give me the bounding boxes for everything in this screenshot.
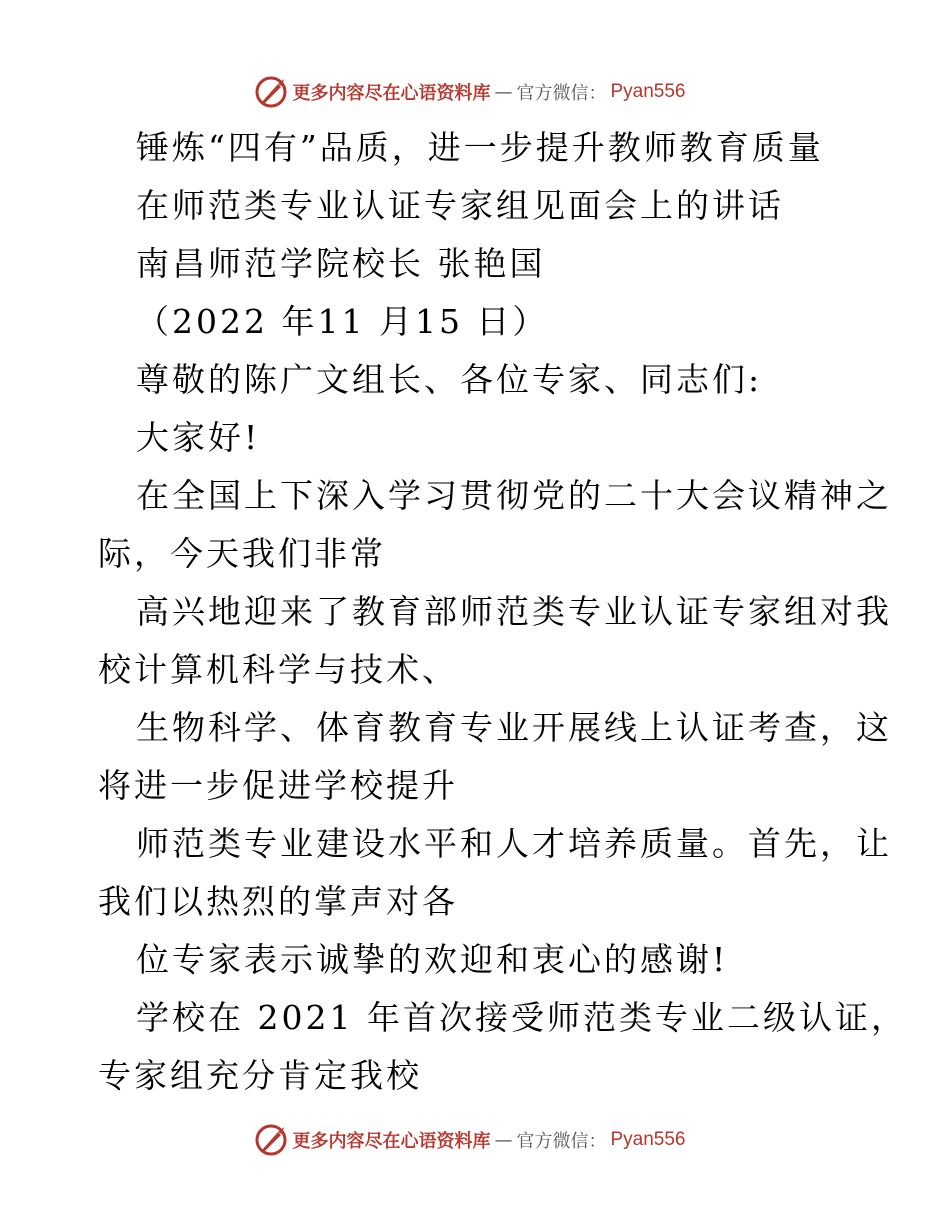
paragraph-line: 我们以热烈的掌声对各: [98, 882, 458, 921]
paragraph-line: 高兴地迎来了教育部师范类专业认证专家组对我: [136, 592, 892, 631]
watermark-separator: —: [494, 1129, 513, 1151]
watermark-content: [254, 1123, 685, 1157]
salutation: 尊敬的陈广文组长、各位专家、同志们:: [136, 360, 763, 399]
paragraph-line: 校计算机科学与技术、: [98, 650, 458, 689]
watermark-separator: —: [494, 81, 513, 103]
paragraph-line: 际，今天我们非常: [98, 534, 386, 573]
document-author: 南昌师范学院校长 张艳国: [136, 244, 546, 283]
paragraph-line: 学校在 2021 年首次接受师范类专业二级认证，: [136, 998, 907, 1037]
quill-logo-icon: [254, 75, 288, 109]
watermark-content: [254, 75, 685, 109]
watermark-wechat-label: 官方微信：: [516, 83, 607, 104]
paragraph-line: 位专家表示诚挚的欢迎和衷心的感谢!: [136, 940, 729, 979]
document-subtitle: 在师范类专业认证专家组见面会上的讲话: [136, 186, 784, 225]
watermark-banner-bottom: [0, 1120, 950, 1160]
document-title: 锤炼“四有”品质，进一步提升教师教育质量: [136, 128, 824, 167]
quill-logo-icon: [254, 1123, 288, 1157]
watermark-text: 更多内容尽在心语资料库: [292, 1131, 491, 1152]
paragraph-line: 在全国上下深入学习贯彻党的二十大会议精神之: [136, 476, 892, 515]
paragraph-line: 专家组充分肯定我校: [98, 1056, 422, 1095]
watermark-wechat-id: Pyan556: [610, 1129, 686, 1150]
paragraph-line: 师范类专业建设水平和人才培养质量。首先，让: [136, 824, 892, 863]
watermark-text: 更多内容尽在心语资料库: [292, 83, 491, 104]
greeting: 大家好!: [136, 418, 261, 457]
document-date: （2022 年11 月15 日）: [136, 302, 549, 341]
paragraph-line: 将进一步促进学校提升: [98, 766, 458, 805]
watermark-wechat-label: 官方微信：: [516, 1131, 607, 1152]
paragraph-line: 生物科学、体育教育专业开展线上认证考查，这: [136, 708, 892, 747]
watermark-banner-top: [0, 72, 950, 112]
watermark-wechat-id: Pyan556: [610, 81, 686, 102]
